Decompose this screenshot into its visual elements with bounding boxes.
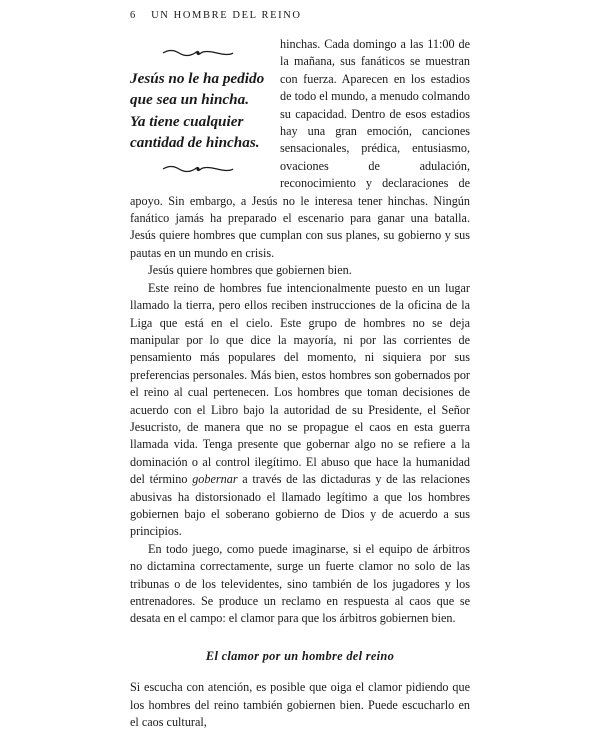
running-title: UN HOMBRE DEL REINO — [151, 10, 302, 21]
ornament-top-icon — [130, 44, 266, 64]
running-header — [130, 10, 302, 21]
section-subheading: El clamor por un hombre del reino — [205, 648, 395, 663]
paragraph-5: Si escucha con atención, es posible que oiga el clamor pidiendo que los hombres del reino también gobiernen bien. Puede escucharlo en el caos cultural, — [130, 680, 470, 730]
pull-quote-text: Jesús no le ha pedido que sea un hincha. Ya tiene cualquier cantidad de hinchas. — [130, 70, 265, 152]
ornament-bottom-icon — [130, 160, 266, 180]
paragraph-2: Jesús quiere hombres que gobiernen bien. — [148, 263, 352, 278]
emphasis-term: gobernar — [192, 472, 238, 487]
paragraph-1 — [130, 36, 470, 262]
paragraph-4: En todo juego, como puede imaginarse, si el equipo de árbitros no dictamina correctamente, surge un fuerte clamor no solo de las tribunas o de los televidentes, sino también de los jugadores y los entrenadores. Se produce un reclamo en respuesta al caos que se desata en el campo: el clamor para que los árbitros gobiernen bien. — [130, 541, 470, 626]
paragraph-3 — [130, 280, 470, 541]
page-number: 6 — [130, 10, 137, 21]
paragraph-3-part-1: Este reino de hombres fue intencionalmente puesto en un lugar llamado la tierra, pero ellos reciben instrucciones de la oficina de la Liga que está en el cielo. Este grupo de hombres no se deja manipular por lo que dice la mayoría, ni por las corrientes de pensamiento más populares del momento, ni siquiera por sus preferencias personales. Más bien, estos hombres son gobernados por el reino al cual pertenecen. Los hombres que toman decisiones de acuerdo con el Libro bajo la autoridad de su Presidente, el Señor Jesucristo, de manera que no se propague el caos en esta guerra llamada vida. Tenga presente que gobernar algo no se refiere a la dominación o al control ilegítimo. El abuso que hace la humanidad del término — [130, 280, 470, 487]
body-text — [130, 36, 470, 731]
pull-quote — [130, 44, 266, 180]
paragraph-1-text: hinchas. Cada domingo a las 11:00 de la mañana, sus fanáticos se muestran con fuerza. Aparecen en los estadios de todo el mundo, a menudo colmando su capacidad. Dentro de esos estadios hay una gran emoción, canciones sensacionales, prédica, entusiasmo, ovaciones de adulación, reconocimiento y declaraciones de apoyo. Sin embargo, a Jesús no le interesa tener hinchas. Ningún fanático jamás ha preparado el escenario para ganar una batalla. Jesús quiere hombres que cumplan con sus planes, su gobierno y sus pautas en un mundo en crisis. — [130, 37, 470, 260]
paragraph-3-part-2: a través de las dictaduras y de las relaciones abusivas ha distorsionado el llamado legítimo a que los hombres gobiernen bajo el soberano gobierno de Dios y de acuerdo a sus principios. — [130, 472, 471, 539]
